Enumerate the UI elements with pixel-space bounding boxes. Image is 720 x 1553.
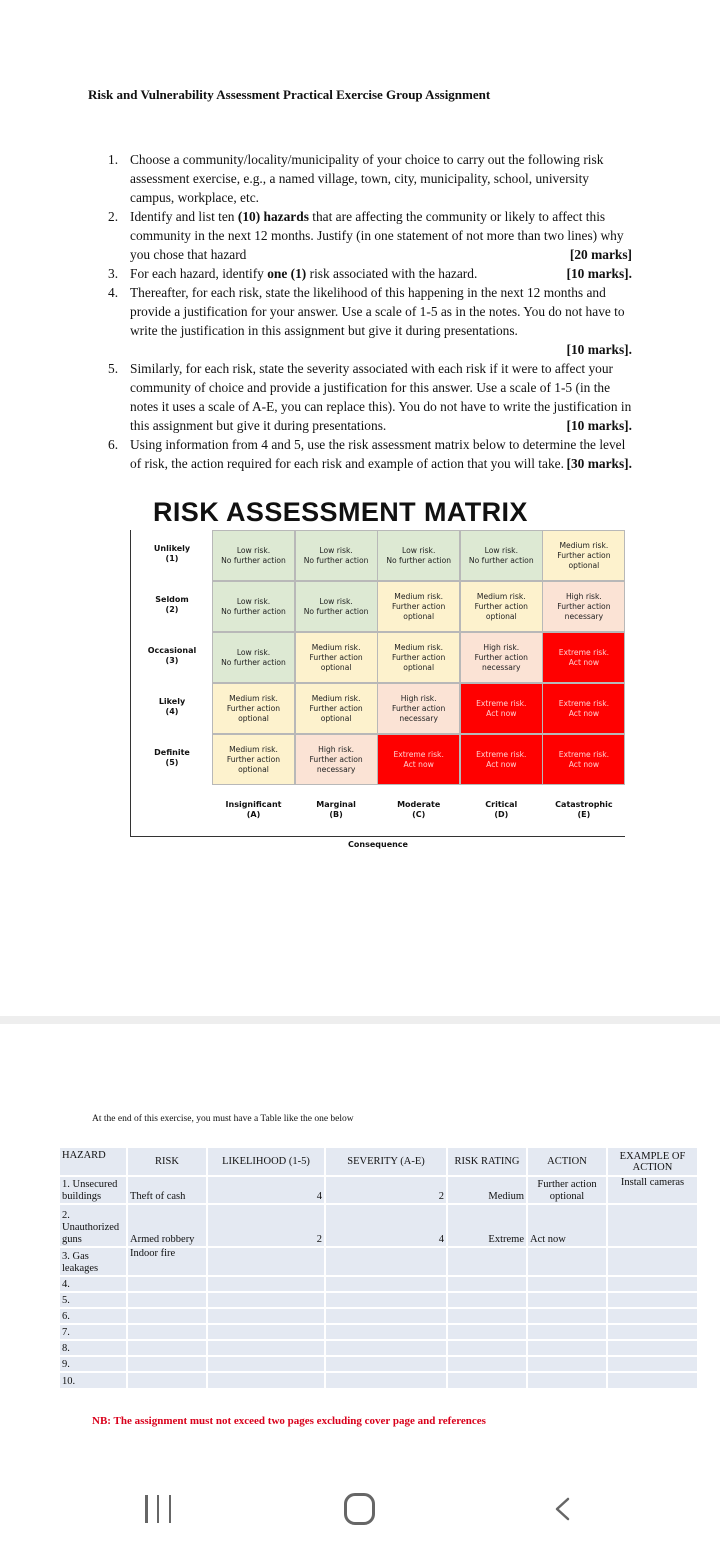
severity-cell xyxy=(325,1324,447,1340)
header-severity: SEVERITY (A-E) xyxy=(325,1148,447,1176)
matrix-cell-text: No further action xyxy=(221,606,286,616)
consequence-column-label xyxy=(295,800,378,820)
table-row xyxy=(60,1308,698,1324)
page-limit-note: NB: The assignment must not exceed two pages excluding cover page and references xyxy=(92,1415,486,1427)
task-item xyxy=(108,150,632,207)
matrix-cell-high xyxy=(460,632,543,683)
task-number: 1. xyxy=(108,152,119,167)
row-label-text: Definite xyxy=(154,748,190,757)
matrix-cell-ext xyxy=(542,632,625,683)
matrix-cell-text: Further action xyxy=(474,652,528,662)
risk-rating-cell xyxy=(447,1356,527,1372)
task-number: 6. xyxy=(108,437,119,452)
results-table xyxy=(60,1148,699,1388)
matrix-cell-text: necessary xyxy=(399,713,438,723)
task-text: Similarly, for each risk, state the severity associated with each risk if it were to affect your community of choice and provide a justification for this answer. Use a scale of 1-5 (in the notes it uses a scale of A-E, you can replace this). You do not have to write the justification in this assignment but give it during presentations. xyxy=(130,361,632,433)
matrix-cell-ext xyxy=(542,683,625,734)
task-number: 3. xyxy=(108,266,119,281)
matrix-cell-low xyxy=(460,530,543,581)
action-cell xyxy=(527,1247,607,1276)
task-item xyxy=(108,207,632,264)
hazard-cell: 6. xyxy=(60,1308,127,1324)
risk-rating-cell xyxy=(447,1276,527,1292)
action-cell xyxy=(527,1276,607,1292)
matrix-cell-text: Further action xyxy=(392,652,446,662)
example-cell xyxy=(607,1372,698,1388)
table-row xyxy=(60,1372,698,1388)
task-item xyxy=(108,359,632,435)
row-label-text: Likely xyxy=(158,697,186,706)
task-item xyxy=(108,283,632,359)
column-label-code: (D) xyxy=(494,810,509,819)
risk-cell xyxy=(127,1276,207,1292)
matrix-cell-text: optional xyxy=(320,662,352,672)
severity-cell xyxy=(325,1372,447,1388)
example-cell: Install cameras xyxy=(607,1176,698,1204)
row-label-text: Seldom xyxy=(155,595,189,604)
likelihood-row-label xyxy=(140,544,204,564)
table-intro: At the end of this exercise, you must have a Table like the one below xyxy=(92,1114,354,1124)
severity-cell xyxy=(325,1308,447,1324)
action-cell xyxy=(527,1308,607,1324)
matrix-cell-text: Further action xyxy=(226,754,281,764)
likelihood-cell xyxy=(207,1292,325,1308)
table-row xyxy=(60,1292,698,1308)
matrix-cell-text: optional xyxy=(485,611,517,621)
home-icon[interactable] xyxy=(344,1493,375,1525)
matrix-cell-text: Extreme risk. xyxy=(393,749,444,759)
matrix-cell-text: No further action xyxy=(468,555,534,565)
matrix-cell-text: Further action xyxy=(557,601,611,611)
column-label-code: (A) xyxy=(246,810,261,819)
risk-rating-cell xyxy=(447,1324,527,1340)
matrix-cell-text: Further action xyxy=(309,754,363,764)
likelihood-row-label xyxy=(140,646,204,666)
example-cell xyxy=(607,1276,698,1292)
matrix-cell-text: Further action xyxy=(392,703,446,713)
consequence-column-label xyxy=(212,800,295,820)
header-likelihood: LIKELIHOOD (1-5) xyxy=(207,1148,325,1176)
action-cell xyxy=(527,1292,607,1308)
matrix-cell-text: Act now xyxy=(403,759,434,769)
likelihood-cell xyxy=(207,1276,325,1292)
action-cell xyxy=(527,1372,607,1388)
risk-rating-cell xyxy=(447,1372,527,1388)
matrix-cell-text: Medium risk. xyxy=(311,642,361,652)
table-row xyxy=(60,1324,698,1340)
hazard-cell: 8. xyxy=(60,1340,127,1356)
matrix-cell-text: Further action xyxy=(309,652,363,662)
matrix-cell-text: Extreme risk. xyxy=(476,749,527,759)
column-label-text: Critical xyxy=(485,800,518,809)
row-label-code: (2) xyxy=(165,605,179,614)
matrix-cell-low xyxy=(295,581,378,632)
likelihood-cell xyxy=(207,1308,325,1324)
task-item xyxy=(108,264,632,283)
matrix-cell-text: Act now xyxy=(568,708,600,718)
document-title: Risk and Vulnerability Assessment Practical Exercise Group Assignment xyxy=(88,87,491,102)
matrix-cell-text: Medium risk. xyxy=(559,540,609,550)
matrix-cell-low xyxy=(212,581,295,632)
table-header-row xyxy=(60,1148,698,1176)
matrix-cell-text: Low risk. xyxy=(236,647,271,657)
column-label-text: Moderate xyxy=(397,800,441,809)
matrix-cell-text: Act now xyxy=(486,759,517,769)
matrix-cell-text: Extreme risk. xyxy=(558,749,610,759)
matrix-cell-text: High risk. xyxy=(565,591,602,601)
recent-apps-icon[interactable] xyxy=(145,1495,171,1523)
table-row xyxy=(60,1204,698,1247)
matrix-cell-text: Further action xyxy=(557,550,611,560)
table-row xyxy=(60,1340,698,1356)
severity-cell xyxy=(325,1276,447,1292)
matrix-cell-ext xyxy=(542,734,625,785)
matrix-cell-text: Low risk. xyxy=(319,596,353,606)
hazard-cell: 7. xyxy=(60,1324,127,1340)
column-label-code: (C) xyxy=(412,810,426,819)
column-label-text: Catastrophic xyxy=(555,800,613,809)
likelihood-cell xyxy=(207,1340,325,1356)
likelihood-cell xyxy=(207,1356,325,1372)
task-list xyxy=(108,150,632,473)
risk-rating-cell xyxy=(447,1308,527,1324)
matrix-cell-high xyxy=(377,683,460,734)
matrix-cell-text: Low risk. xyxy=(484,545,518,555)
example-cell xyxy=(607,1292,698,1308)
matrix-cell-text: optional xyxy=(320,713,352,723)
task-text: Using information from 4 and 5, use the risk assessment matrix below to determine the level of risk, the action required for each risk and example of action that you will take. xyxy=(130,437,626,471)
matrix-cell-med xyxy=(295,632,378,683)
matrix-cell-text: Extreme risk. xyxy=(558,647,610,657)
row-label-code: (3) xyxy=(165,656,179,665)
matrix-cell-text: Act now xyxy=(568,759,600,769)
hazard-cell: 4. xyxy=(60,1276,127,1292)
likelihood-row-label xyxy=(140,748,204,768)
header-risk-rating: RISK RATING xyxy=(447,1148,527,1176)
matrix-cell-text: Medium risk. xyxy=(229,744,278,754)
matrix-cell-text: Medium risk. xyxy=(476,591,526,601)
task-text: Choose a community/locality/municipality of your choice to carry out the following risk assessment exercise, e.g., a named village, town, city, municipality, school, university campus, workplace, etc. xyxy=(130,152,604,205)
risk-cell xyxy=(127,1340,207,1356)
matrix-y-axis xyxy=(130,530,131,837)
matrix-cell-text: optional xyxy=(238,764,269,774)
risk-cell xyxy=(127,1308,207,1324)
risk-rating-cell: Medium xyxy=(447,1176,527,1204)
matrix-cell-high xyxy=(295,734,378,785)
matrix-cell-low xyxy=(212,530,295,581)
risk-cell: Indoor fire xyxy=(127,1247,207,1276)
matrix-cell-low xyxy=(295,530,378,581)
matrix-cell-ext xyxy=(460,734,543,785)
matrix-cell-text: No further action xyxy=(221,657,286,667)
matrix-cell-text: Act now xyxy=(486,708,517,718)
risk-rating-cell xyxy=(447,1340,527,1356)
matrix-x-axis xyxy=(130,836,625,837)
likelihood-cell xyxy=(207,1372,325,1388)
task-marks: [10 marks]. xyxy=(566,418,632,433)
task-text: that are affecting the community or likely to affect this community in the next 12 months. Justify (in one statement of not more than two lines) why you chose that hazard xyxy=(130,209,624,262)
task-marks: [10 marks]. xyxy=(566,266,632,281)
action-cell: Act now xyxy=(527,1204,607,1247)
example-cell xyxy=(607,1356,698,1372)
task-text: Identify and list ten xyxy=(130,209,238,224)
severity-cell xyxy=(325,1292,447,1308)
table-row xyxy=(60,1356,698,1372)
task-number: 4. xyxy=(108,285,119,300)
consequence-column-label xyxy=(460,800,543,820)
matrix-cell-med xyxy=(377,632,460,683)
consequence-column-label xyxy=(377,800,460,820)
task-text: For each hazard, identify xyxy=(130,266,268,281)
matrix-cell-text: Medium risk. xyxy=(311,693,361,703)
matrix-cell-text: Act now xyxy=(568,657,600,667)
matrix-cell-med xyxy=(212,734,295,785)
example-cell xyxy=(607,1247,698,1276)
task-number: 5. xyxy=(108,361,119,376)
matrix-cell-text: Extreme risk. xyxy=(476,698,527,708)
header-example: EXAMPLE OF ACTION xyxy=(607,1148,698,1176)
action-cell xyxy=(527,1340,607,1356)
task-number: 2. xyxy=(108,209,119,224)
risk-cell: Theft of cash xyxy=(127,1176,207,1204)
matrix-cell-med xyxy=(542,530,625,581)
matrix-cell-text: High risk. xyxy=(400,693,437,703)
matrix-cell-text: Further action xyxy=(309,703,363,713)
hazard-cell: 9. xyxy=(60,1356,127,1372)
matrix-cell-text: optional xyxy=(403,611,435,621)
task-emphasis: one (1) xyxy=(267,266,307,281)
severity-cell: 4 xyxy=(325,1204,447,1247)
matrix-cell-text: Low risk. xyxy=(236,545,271,555)
risk-cell xyxy=(127,1292,207,1308)
matrix-cell-text: necessary xyxy=(564,611,604,621)
matrix-cell-text: Medium risk. xyxy=(394,642,444,652)
task-text: Thereafter, for each risk, state the likelihood of this happening in the next 12 months and provide a justification for your answer. Use a scale of 1-5 as in the notes. You do not have to write the justification in this assignment but give it during presentations. xyxy=(130,285,625,338)
consequence-caption: Consequence xyxy=(348,840,408,849)
row-label-code: (4) xyxy=(165,707,179,716)
hazard-cell: 10. xyxy=(60,1372,127,1388)
likelihood-row-label xyxy=(140,697,204,717)
severity-cell xyxy=(325,1340,447,1356)
severity-cell: 2 xyxy=(325,1176,447,1204)
column-label-code: (E) xyxy=(577,810,591,819)
matrix-cell-text: High risk. xyxy=(318,744,355,754)
likelihood-cell xyxy=(207,1324,325,1340)
example-cell xyxy=(607,1308,698,1324)
column-label-code: (B) xyxy=(329,810,343,819)
matrix-cell-text: necessary xyxy=(316,764,356,774)
action-cell xyxy=(527,1324,607,1340)
matrix-cell-text: No further action xyxy=(221,555,286,565)
matrix-cell-med xyxy=(377,581,460,632)
task-item xyxy=(108,435,632,473)
matrix-cell-med xyxy=(295,683,378,734)
android-nav-bar xyxy=(0,1470,720,1553)
example-cell xyxy=(607,1324,698,1340)
risk-cell: Armed robbery xyxy=(127,1204,207,1247)
matrix-cell-text: No further action xyxy=(303,555,369,565)
matrix-cell-low xyxy=(212,632,295,683)
row-label-code: (1) xyxy=(165,554,179,563)
matrix-cell-ext xyxy=(460,683,543,734)
matrix-cell-low xyxy=(377,530,460,581)
back-icon[interactable] xyxy=(552,1497,576,1521)
header-action: ACTION xyxy=(527,1148,607,1176)
risk-cell xyxy=(127,1372,207,1388)
risk-rating-cell: Extreme xyxy=(447,1204,527,1247)
matrix-cell-text: Low risk. xyxy=(319,545,353,555)
matrix-cell-text: High risk. xyxy=(483,642,520,652)
matrix-cell-text: Further action xyxy=(226,703,281,713)
table-row xyxy=(60,1176,698,1204)
matrix-cell-text: Medium risk. xyxy=(229,693,278,703)
matrix-cell-text: Low risk. xyxy=(236,596,271,606)
likelihood-cell: 4 xyxy=(207,1176,325,1204)
likelihood-cell xyxy=(207,1247,325,1276)
column-label-text: Insignificant xyxy=(225,800,282,809)
severity-cell xyxy=(325,1356,447,1372)
matrix-cell-med xyxy=(460,581,543,632)
matrix-cell-high xyxy=(542,581,625,632)
matrix-cell-text: No further action xyxy=(386,555,452,565)
header-hazard: HAZARD xyxy=(60,1148,127,1176)
task-marks: [20 marks] xyxy=(569,247,632,262)
matrix-cell-text: No further action xyxy=(303,606,369,616)
matrix-title: RISK ASSESSMENT MATRIX xyxy=(153,497,528,527)
header-risk: RISK xyxy=(127,1148,207,1176)
matrix-cell-text: optional xyxy=(568,560,600,570)
risk-cell xyxy=(127,1324,207,1340)
hazard-cell: 3. Gas leakages xyxy=(60,1247,127,1276)
hazard-cell: 5. xyxy=(60,1292,127,1308)
matrix-cell-text: necessary xyxy=(482,662,521,672)
matrix-cell-med xyxy=(212,683,295,734)
risk-cell xyxy=(127,1356,207,1372)
example-cell xyxy=(607,1340,698,1356)
table-row xyxy=(60,1247,698,1276)
matrix-cell-text: Medium risk. xyxy=(394,591,444,601)
matrix-cell-text: Further action xyxy=(392,601,446,611)
task-marks: [10 marks]. xyxy=(566,342,632,357)
table-row xyxy=(60,1276,698,1292)
matrix-cell-text: Extreme risk. xyxy=(558,698,610,708)
row-label-text: Unlikely xyxy=(153,544,191,553)
task-marks: [30 marks]. xyxy=(566,456,632,471)
column-label-text: Marginal xyxy=(316,800,356,809)
row-label-code: (5) xyxy=(165,758,179,767)
risk-rating-cell xyxy=(447,1247,527,1276)
matrix-cell-text: Further action xyxy=(474,601,528,611)
page-divider xyxy=(0,1016,720,1024)
severity-cell xyxy=(325,1247,447,1276)
matrix-cell-text: optional xyxy=(403,662,435,672)
matrix-cell-text: optional xyxy=(238,713,269,723)
matrix-cell-ext xyxy=(377,734,460,785)
example-cell xyxy=(607,1204,698,1247)
hazard-cell: 2. Unauthorized guns xyxy=(60,1204,127,1247)
risk-rating-cell xyxy=(447,1292,527,1308)
action-cell: Further action optional xyxy=(527,1176,607,1204)
matrix-cell-text: Low risk. xyxy=(402,545,436,555)
task-emphasis: (10) hazards xyxy=(237,209,309,224)
likelihood-cell: 2 xyxy=(207,1204,325,1247)
action-cell xyxy=(527,1356,607,1372)
row-label-text: Occasional xyxy=(147,646,197,655)
task-text: risk associated with the hazard. xyxy=(306,266,478,281)
consequence-column-label xyxy=(542,800,625,820)
likelihood-row-label xyxy=(140,595,204,615)
hazard-cell: 1. Unsecured buildings xyxy=(60,1176,127,1204)
